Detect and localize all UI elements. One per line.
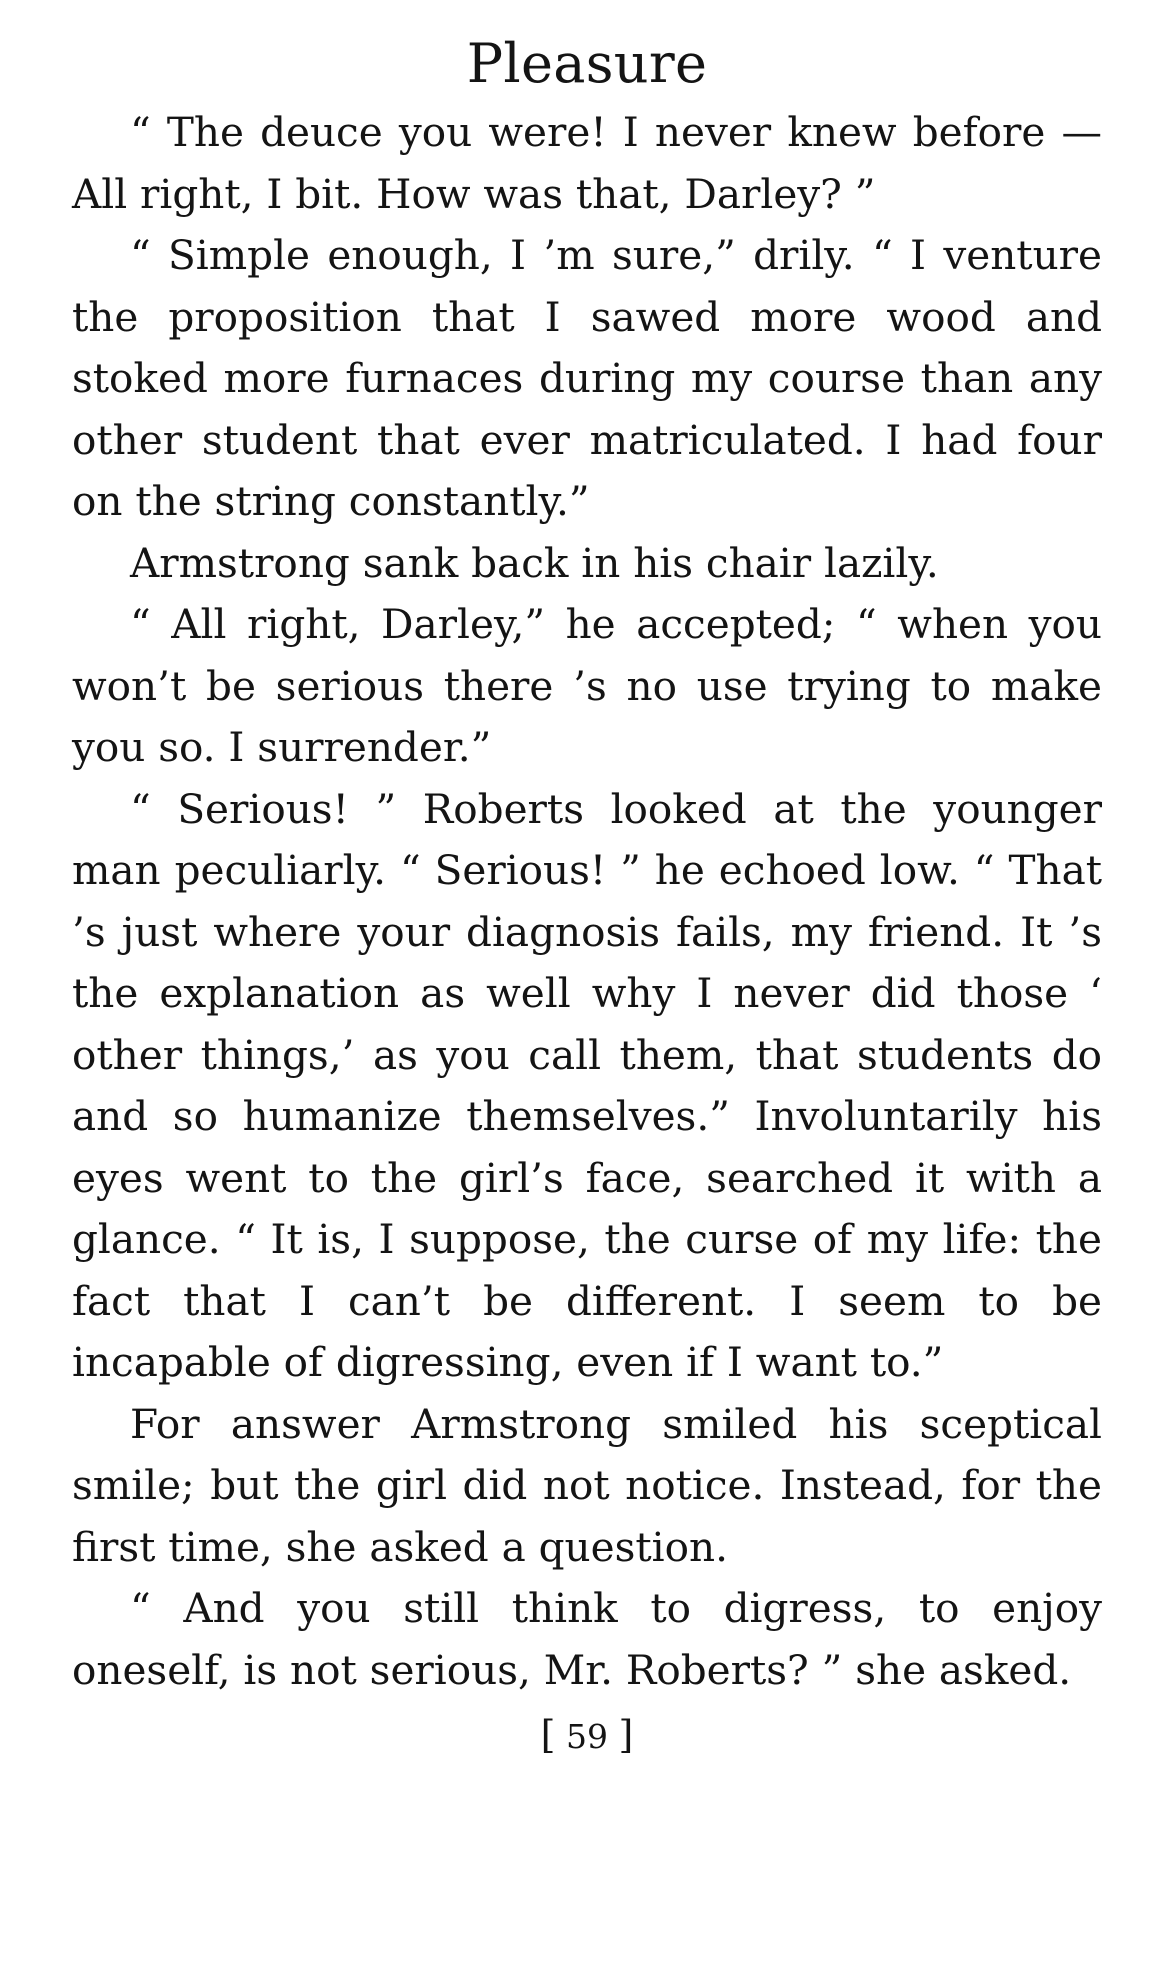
paragraph: For answer Armstrong smiled his sceptical smile; but the girl did not notice. Instead, for the first time, she asked a question. [72,1399,1102,1571]
paragraph: “ All right, Darley,” he accepted; “ when you won’t be serious there ’s no use trying to make you so. I surrender.” [72,600,1102,771]
paragraph: “ The deuce you were! I never knew before — All right, I bit. How was that, Darley? ” [72,108,1102,218]
page-number: 59 [566,1717,608,1756]
folio-bracket-left: [ [540,1713,556,1757]
paragraph: “ Serious! ” Roberts looked at the younger man peculiarly. “ Serious! ” he echoed low. “ That ’s just where your diagnosis fails, my friend. It ’s the explanation as well why I never did those ‘ other things,’ as you call them, that students do and so humanize themselves.” Involuntarily his eyes went to the girl’s face, searched it with a glance. “ It is, I suppose, the curse of my life: the fact that I can’t be different. I seem to be incapable of digressing, even if I want to.” [72,784,1102,1386]
paragraph: “ Simple enough, I ’m sure,” drily. “ I venture the proposition that I sawed more wood and stoked more furnaces during my course than any other student that ever matriculated. I had four on the string constantly.” [72,231,1102,525]
page-number-footer [72,1715,1102,1757]
book-page [72,30,1102,1757]
paragraph: Armstrong sank back in his chair lazily. [130,538,939,587]
running-title: Pleasure [466,32,708,95]
body-text [72,102,1102,1701]
folio-bracket-right: ] [618,1713,634,1757]
paragraph: “ And you still think to digress, to enjoy oneself, is not serious, Mr. Roberts? ” she asked. [72,1584,1102,1694]
